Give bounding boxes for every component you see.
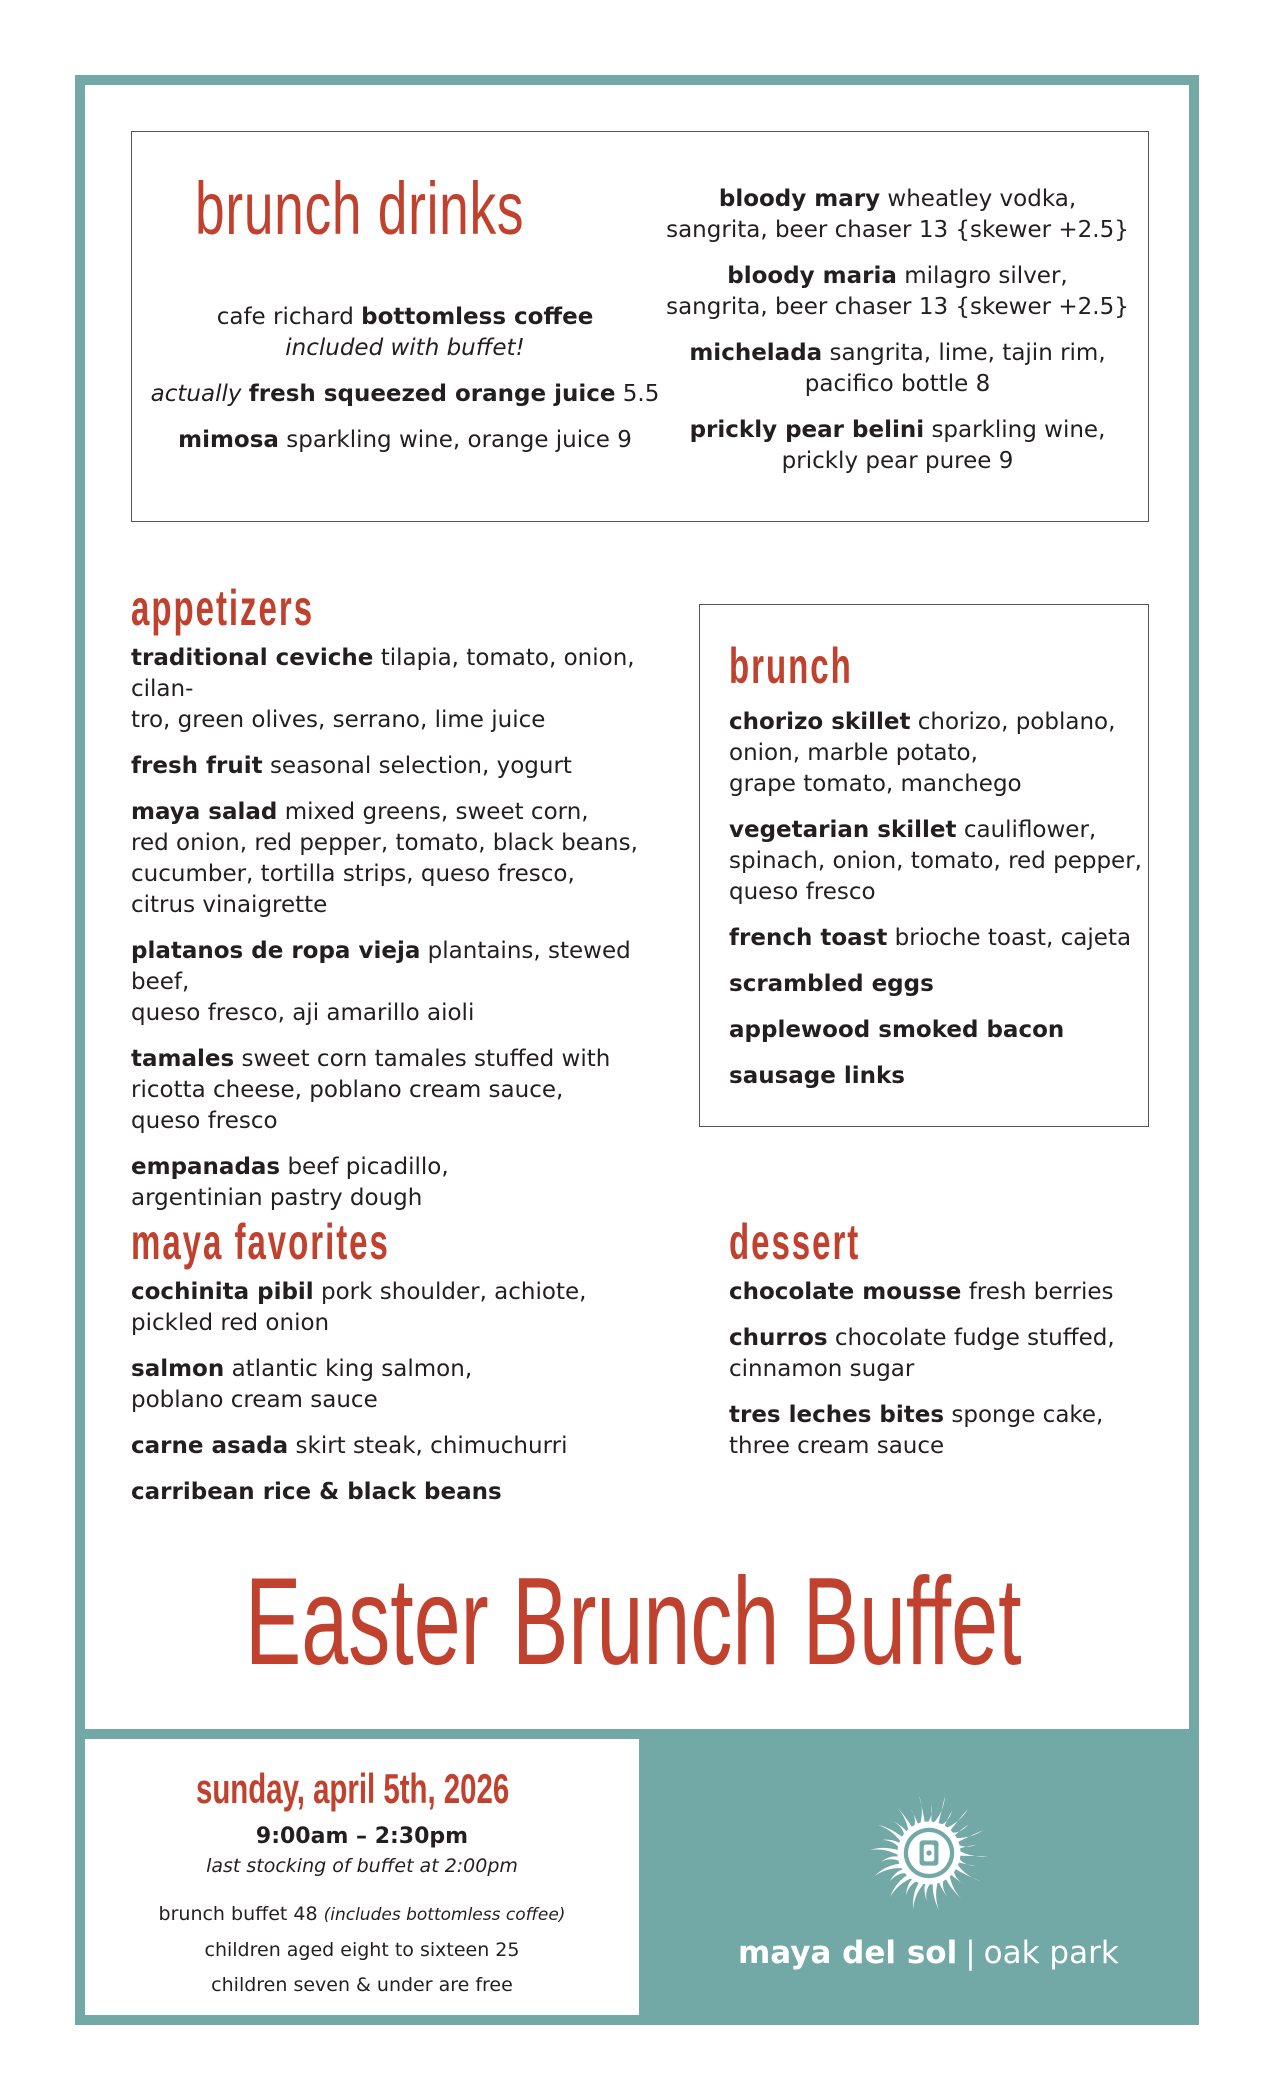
easter-brunch-buffet-headline: Easter Brunch Buffet: [245, 1553, 1022, 1691]
sun-ray: [945, 1874, 963, 1901]
sun-ray: [926, 1805, 931, 1824]
item-name: fresh fruit: [131, 753, 263, 779]
item-desc: plantains, stewed beef,: [131, 938, 631, 995]
drink-name: bloody mary: [718, 186, 881, 212]
appetizers-title: appetizers: [131, 580, 315, 636]
menu-item: [131, 1477, 671, 1508]
drink-desc: wheatley vodka,: [887, 186, 1077, 212]
menu-item: [131, 1152, 671, 1214]
drink-note: included with buffet!: [285, 335, 525, 361]
item-desc: cucumber, tortilla strips, queso fresco,: [131, 861, 575, 887]
event-prices: [85, 1897, 639, 2003]
item-name: maya salad: [131, 799, 278, 825]
sun-ray: [870, 1848, 899, 1856]
drink-item: [150, 425, 660, 456]
brand-name: [738, 1935, 1118, 1971]
item-name: vegetarian skillet: [729, 817, 957, 843]
item-desc: atlantic king salmon,: [231, 1356, 473, 1382]
price-line: [85, 1897, 639, 1933]
menu-item: [729, 707, 1144, 800]
drink-item: [150, 302, 660, 364]
item-desc: chorizo, poblano,: [917, 709, 1116, 735]
sun-ray: [954, 1830, 983, 1843]
drink-desc: prickly pear puree 9: [781, 448, 1014, 474]
event-details: [85, 1822, 639, 2003]
item-name: empanadas: [131, 1154, 281, 1180]
item-name: sausage links: [729, 1063, 905, 1089]
item-desc: sponge cake,: [951, 1402, 1104, 1428]
menu-item: [131, 797, 671, 921]
item-desc: queso fresco: [729, 879, 876, 905]
item-name: french toast: [729, 925, 888, 951]
item-desc: argentinian pastry dough: [131, 1185, 423, 1211]
brunch-list: [729, 707, 1144, 1107]
item-desc: tilapia, tomato, onion, cilan-: [131, 645, 635, 702]
menu-item: [729, 1323, 1144, 1385]
menu-item: [131, 1277, 671, 1339]
sun-ray: [933, 1796, 945, 1825]
drink-name: bloody maria: [727, 263, 897, 289]
drink-item: [660, 184, 1135, 246]
item-desc: cauliflower,: [963, 817, 1097, 843]
menu-item: [729, 815, 1144, 908]
event-date: sunday, april 5th, 2026: [196, 1765, 510, 1812]
item-name: chocolate mousse: [729, 1279, 962, 1305]
drink-name: prickly pear belini: [689, 417, 925, 443]
dessert-title: dessert: [729, 1214, 861, 1270]
item-name: applewood smoked bacon: [729, 1017, 1065, 1043]
sun-ray: [945, 1809, 968, 1832]
item-name: churros: [729, 1325, 828, 1351]
event-time: 9:00am – 2:30pm: [255, 1824, 469, 1849]
item-name: tamales: [131, 1046, 235, 1072]
item-desc: skirt steak, chimuchurri: [295, 1433, 568, 1459]
brand-title: maya del sol: [738, 1935, 958, 1971]
dessert-list: [729, 1277, 1144, 1477]
drink-desc: sangrita, beer chaser 13 {skewer +2.5}: [666, 294, 1129, 320]
price-line: children aged eight to sixteen 25: [204, 1939, 520, 1961]
drink-item: [660, 415, 1135, 477]
sun-ray: [913, 1881, 925, 1910]
brunch-drinks-title: brunch drinks: [195, 167, 525, 250]
sun-ray: [954, 1863, 980, 1881]
price-line: children seven & under are free: [211, 1974, 513, 1996]
menu-item: [131, 936, 671, 1029]
menu-item: [131, 1354, 671, 1416]
item-desc: red onion, red pepper, tomato, black beans,: [131, 830, 638, 856]
item-desc: three cream sauce: [729, 1433, 945, 1459]
menu-item: [131, 751, 671, 782]
item-name: traditional ceviche: [131, 645, 374, 671]
item-desc: ricotta cheese, poblano cream sauce,: [131, 1077, 564, 1103]
menu-item: [729, 969, 1144, 1000]
price-text: brunch buffet 48: [158, 1903, 324, 1925]
drink-name: fresh squeezed orange juice: [248, 381, 616, 407]
drink-prefix: actually: [150, 381, 242, 407]
drink-name: mimosa: [178, 427, 279, 453]
drink-item: [660, 338, 1135, 400]
menu-item: [729, 923, 1144, 954]
drink-desc: pacifico bottle 8: [804, 371, 991, 397]
item-name: cochinita pibil: [131, 1279, 314, 1305]
item-name: scrambled eggs: [729, 971, 934, 997]
brand-separator: |: [965, 1935, 976, 1971]
item-desc: citrus vinaigrette: [131, 892, 328, 918]
item-desc: fresh berries: [968, 1279, 1114, 1305]
menu-item: [729, 1400, 1144, 1462]
drink-desc: sangrita, beer chaser 13 {skewer +2.5}: [666, 217, 1129, 243]
item-desc: brioche toast, cajeta: [894, 925, 1132, 951]
brand-location: oak park: [983, 1935, 1119, 1971]
item-desc: chocolate fudge stuffed,: [834, 1325, 1115, 1351]
item-desc: poblano cream sauce: [131, 1387, 378, 1413]
item-desc: mixed greens, sweet corn,: [284, 799, 589, 825]
item-desc: queso fresco: [131, 1108, 278, 1134]
drink-desc: sparkling wine,: [931, 417, 1106, 443]
event-note: last stocking of buffet at 2:00pm: [206, 1855, 518, 1877]
menu-item: [729, 1015, 1144, 1046]
drink-desc: sparkling wine, orange juice 9: [286, 427, 632, 453]
drink-desc: sangrita, lime, tajin rim,: [829, 340, 1106, 366]
item-desc: seasonal selection, yogurt: [269, 753, 572, 779]
drink-item: [150, 379, 660, 410]
item-name: carne asada: [131, 1433, 289, 1459]
item-desc: onion, marble potato,: [729, 740, 978, 766]
item-desc: grape tomato, manchego: [729, 771, 1022, 797]
item-desc: spinach, onion, tomato, red pepper,: [729, 848, 1142, 874]
drink-item: [660, 261, 1135, 323]
drink-prefix: cafe richard: [216, 304, 362, 330]
item-desc: beef picadillo,: [287, 1154, 449, 1180]
sun-logo-icon: [866, 1790, 992, 1916]
drink-desc: milagro silver,: [904, 263, 1068, 289]
menu-item: [729, 1061, 1144, 1092]
item-desc: pork shoulder, achiote,: [321, 1279, 587, 1305]
item-name: tres leches bites: [729, 1402, 945, 1428]
menu-item: [131, 1431, 671, 1462]
favorites-list: [131, 1277, 671, 1523]
item-desc: cinnamon sugar: [729, 1356, 915, 1382]
brunch-title: brunch: [729, 638, 853, 694]
drink-price: 5.5: [622, 381, 660, 407]
menu-item: [131, 1044, 671, 1137]
menu-item: [131, 643, 671, 736]
appetizers-list: [131, 643, 671, 1229]
sun-ray: [933, 1881, 939, 1911]
item-name: platanos de ropa vieja: [131, 938, 421, 964]
item-name: carribean rice & black beans: [131, 1479, 502, 1505]
price-note: (includes bottomless coffee): [323, 1905, 566, 1925]
sun-ray: [958, 1850, 987, 1856]
drinks-left-column: [150, 302, 660, 471]
sun-ray: [919, 1795, 925, 1825]
item-desc: sweet corn tamales stuffed with: [241, 1046, 611, 1072]
sun-ray: [895, 1805, 913, 1832]
drink-name: bottomless coffee: [361, 304, 594, 330]
item-name: salmon: [131, 1356, 225, 1382]
drink-name: michelada: [689, 340, 823, 366]
drinks-right-column: [660, 184, 1135, 492]
item-desc: pickled red onion: [131, 1310, 330, 1336]
maya-favorites-title: maya favorites: [131, 1214, 390, 1270]
sun-ray: [925, 1882, 932, 1901]
item-desc: tro, green olives, serrano, lime juice: [131, 707, 546, 733]
menu-item: [729, 1277, 1144, 1308]
item-name: chorizo skillet: [729, 709, 911, 735]
item-desc: queso fresco, aji amarillo aioli: [131, 1000, 475, 1026]
